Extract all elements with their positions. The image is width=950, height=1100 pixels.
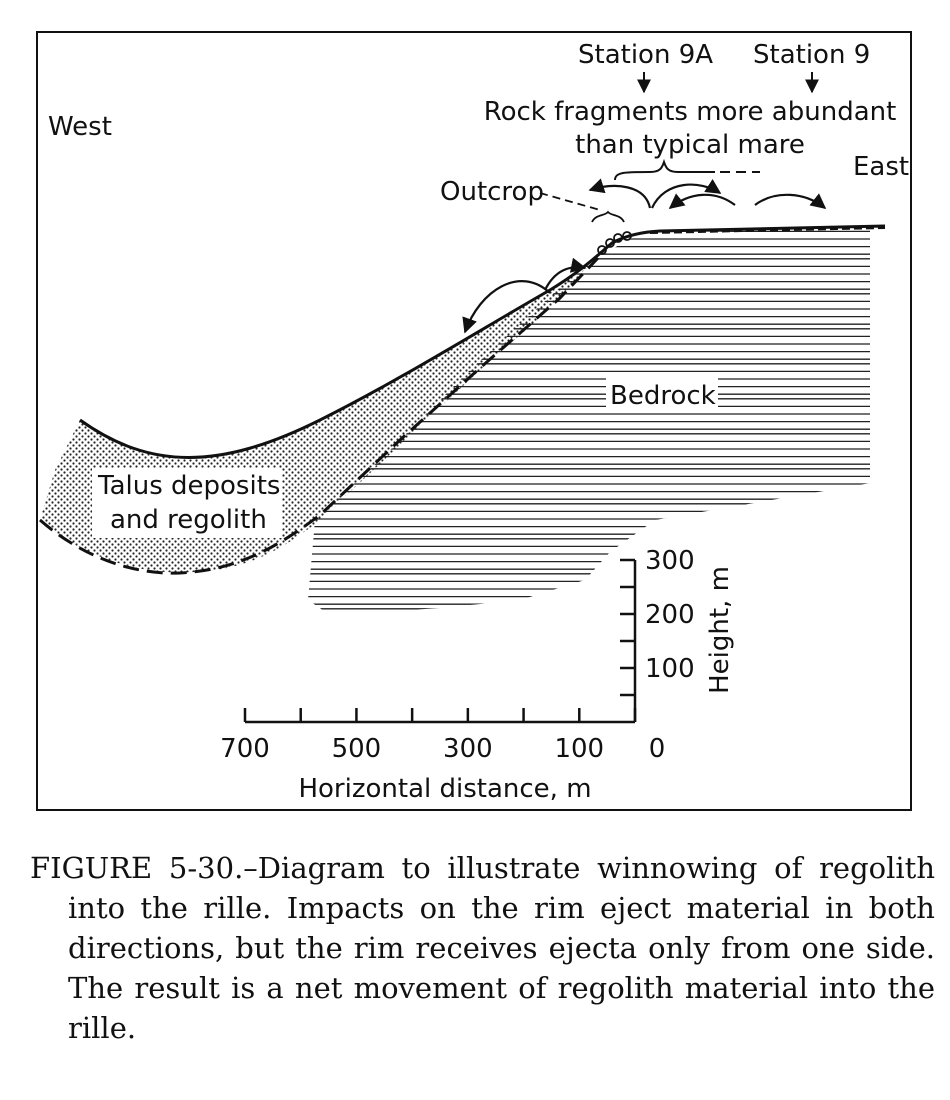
rock-fragments-label-1: Rock fragments more abundant bbox=[483, 97, 897, 127]
y-tick-label: 100 bbox=[645, 654, 695, 684]
y-axis-label: Height, m bbox=[705, 566, 735, 694]
y-tick-label: 300 bbox=[645, 546, 695, 576]
station-9-label: Station 9 bbox=[753, 40, 871, 70]
y-axis bbox=[620, 560, 635, 722]
x-axis bbox=[245, 708, 635, 722]
talus-label-1: Talus deposits bbox=[98, 471, 281, 501]
bedrock-label: Bedrock bbox=[610, 381, 716, 411]
rock-fragments-label-2: than typical mare bbox=[575, 130, 805, 160]
outcrop-label: Outcrop bbox=[440, 177, 544, 207]
x-tick-label: 300 bbox=[443, 734, 493, 764]
figure-caption bbox=[30, 848, 935, 1048]
outcrop-brace bbox=[592, 212, 624, 222]
station-arrows bbox=[644, 72, 812, 92]
x-tick-label: 500 bbox=[331, 734, 382, 764]
station-9a-label: Station 9A bbox=[578, 40, 714, 70]
outcrop-leader-line bbox=[540, 193, 600, 210]
east-label: East bbox=[853, 152, 910, 182]
talus-label-2: and regolith bbox=[110, 505, 267, 535]
x-tick-label: 100 bbox=[554, 734, 605, 764]
x-axis-label: Horizontal distance, m bbox=[298, 774, 592, 804]
y-tick-label: 200 bbox=[645, 600, 695, 630]
rock-fragments-brace bbox=[615, 162, 715, 180]
x-tick-label: 0 bbox=[648, 734, 666, 764]
west-label: West bbox=[48, 112, 112, 142]
x-tick-label: 700 bbox=[220, 734, 270, 764]
caption-text: FIGURE 5-30.–Diagram to illustrate winnowing of regolith into the rille. Impacts on the rim eject material in both directions, but the rim receives ejecta only from one side. The result is a net movement of regolith material into the rille. bbox=[30, 851, 935, 1045]
